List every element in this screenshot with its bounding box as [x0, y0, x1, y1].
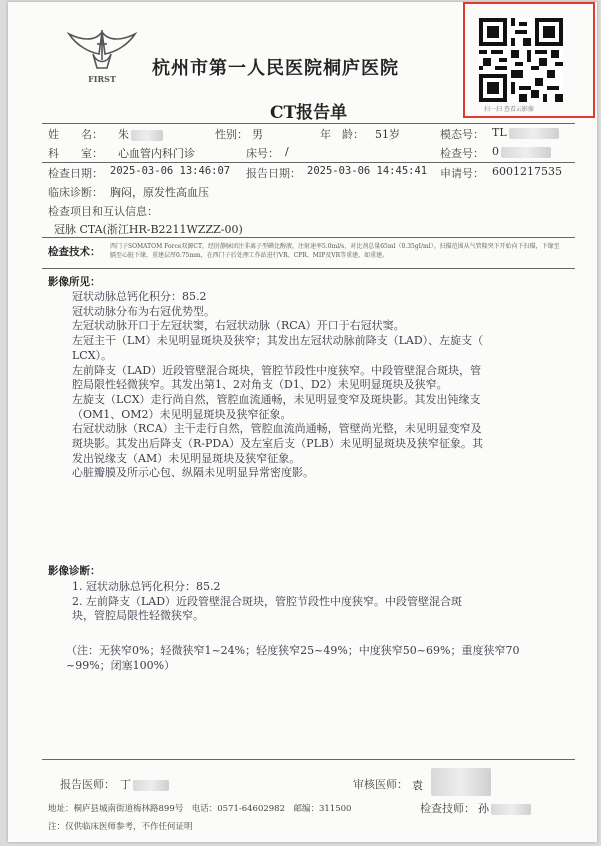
findings-line: （OM1、OM2）未见明显斑块及狭窄征象。 [72, 407, 292, 421]
disclaimer: 注：仅供临床医师参考，不作任何证明 [48, 822, 193, 832]
exam-time-value: 2025-03-06 13:46:07 [110, 165, 231, 177]
hospital-logo-icon [63, 24, 141, 88]
name-value: 朱 [118, 126, 163, 142]
findings-line: LCX）。 [72, 348, 113, 362]
report-time-value: 2025-03-06 14:45:41 [307, 165, 428, 177]
findings-line: 冠状动脉分布为右冠优势型。 [72, 304, 215, 318]
note-line: （注：无狭窄0%；轻微狭窄1~24%；轻度狭窄25~49%；中度狭窄50~69%；重度狭窄70 [66, 644, 520, 657]
sex-value: 男 [252, 128, 263, 141]
name-label: 姓 名： [48, 128, 103, 141]
age-label: 年 龄： [320, 128, 364, 141]
exam-no-label: 检查号： [440, 147, 484, 160]
age-value: 51岁 [375, 128, 400, 141]
exam-item-label: 检查项目和互认信息： [48, 205, 158, 218]
note-line: ~99%；闭塞100%） [66, 658, 176, 672]
report-title: CT报告单 [270, 103, 348, 123]
technician-label: 检查技师： [420, 802, 475, 815]
findings-label: 影像所见： [48, 276, 101, 288]
stenosis-note [66, 644, 519, 673]
findings-line: 右冠状动脉（RCA）主干走行自然，管腔血流尚通畅，管壁尚光整，未见明显变窄及 [72, 422, 482, 436]
technician-value: 孙 [478, 800, 531, 816]
dept-value: 心血管内科门诊 [118, 147, 195, 160]
findings-line: 发出锐缘支（AM）未见明显斑块及狭窄征象。 [72, 451, 301, 465]
exam-no-value: 0 [492, 145, 551, 158]
sex-label: 性别： [215, 128, 248, 141]
findings-line: 冠状动脉总钙化积分：85.2 [72, 290, 207, 303]
bed-value: / [285, 145, 289, 158]
findings-line: 左冠状动脉开口于左冠状窦，右冠状动脉（RCA）开口于右冠状窦。 [72, 319, 405, 333]
diagnosis-line: 2. 左前降支（LAD）近段管壁混合斑块，管腔节段性中度狭窄。中段管壁混合斑 [72, 594, 463, 608]
bed-label: 床号： [246, 147, 279, 160]
hospital-address: 地址：桐庐县城南街道梅林路899号 电话：0571-64602982 邮编：311500 [48, 804, 352, 814]
findings-line: 斑块影。其发出后降支（R-PDA）及左室后支（PLB）未见明显斑块及狭窄征象。其 [72, 437, 483, 451]
exam-item-value: 冠脉 CTA(浙江HR-B2211WZZZ-00) [54, 223, 243, 236]
reviewer-label: 审核医师： [353, 778, 408, 791]
dept-label: 科 室： [48, 147, 103, 160]
clinical-diagnosis-label: 临床诊断： [48, 186, 103, 199]
findings-line: 腔局限性轻微狭窄。其发出第1、2对角支（D1、D2）未见明显斑块及狭窄。 [72, 378, 448, 392]
hospital-name: 杭州市第一人民医院桐庐医院 [152, 58, 399, 79]
report-time-label: 报告日期： [246, 167, 301, 180]
request-label: 申请号： [440, 167, 484, 180]
logo-text: FIRST [88, 74, 116, 84]
exam-time-label: 检查日期： [48, 167, 103, 180]
findings-line: 心脏瓣膜及所示心包、纵隔未见明显异常密度影。 [72, 466, 314, 480]
diagnosis-text [72, 580, 462, 624]
diagnosis-line: 块，管腔局限性轻微狭窄。 [72, 609, 204, 623]
technique-label: 检查技术： [48, 246, 101, 258]
qr-caption: 扫一扫 查看云影像 [484, 106, 534, 113]
clinical-diagnosis-value: 胸闷，原发性高血压 [110, 186, 209, 199]
reporter-label: 报告医师： [60, 778, 115, 791]
request-value: 6001217535 [492, 165, 562, 178]
findings-line: 左冠主干（LM）未见明显斑块及狭窄；其发出左冠状动脉前降支（LAD）、左旋支（ [72, 334, 484, 348]
findings-text [72, 290, 483, 481]
diagnosis-label: 影像诊断： [48, 565, 101, 577]
qr-code-icon[interactable] [479, 18, 563, 102]
reporter-value: 丁 [120, 776, 169, 792]
report-page [8, 2, 597, 842]
findings-line: 左前降支（LAD）近段管壁混合斑块，管腔节段性中度狭窄。中段管壁混合斑块，管 [72, 363, 482, 377]
technique-text: 西门子SOMATOM Force双源CT，经肘静脉团注非离子型碘比醇液，注射速率5.0ml/s，对比剂总量65ml（0.35gI/ml）。扫描范围从气管隆突下开始向下扫描，下缘至膈至心脏下缘，重建层厚0.75mm，在西门子后处理工作站进行VR、CPR、MIP及VR等重建，如重建。 [110, 243, 560, 259]
diagnosis-line: 1. 冠状动脉总钙化积分：85.2 [72, 580, 221, 593]
findings-line: 左旋支（LCX）走行尚自然，管腔血流通畅，未见明显变窄及斑块影。其发出钝缘支 [72, 392, 481, 406]
reviewer-value: 袁 [412, 776, 491, 796]
modality-value: TL [492, 126, 559, 139]
modality-label: 模态号： [440, 128, 484, 141]
